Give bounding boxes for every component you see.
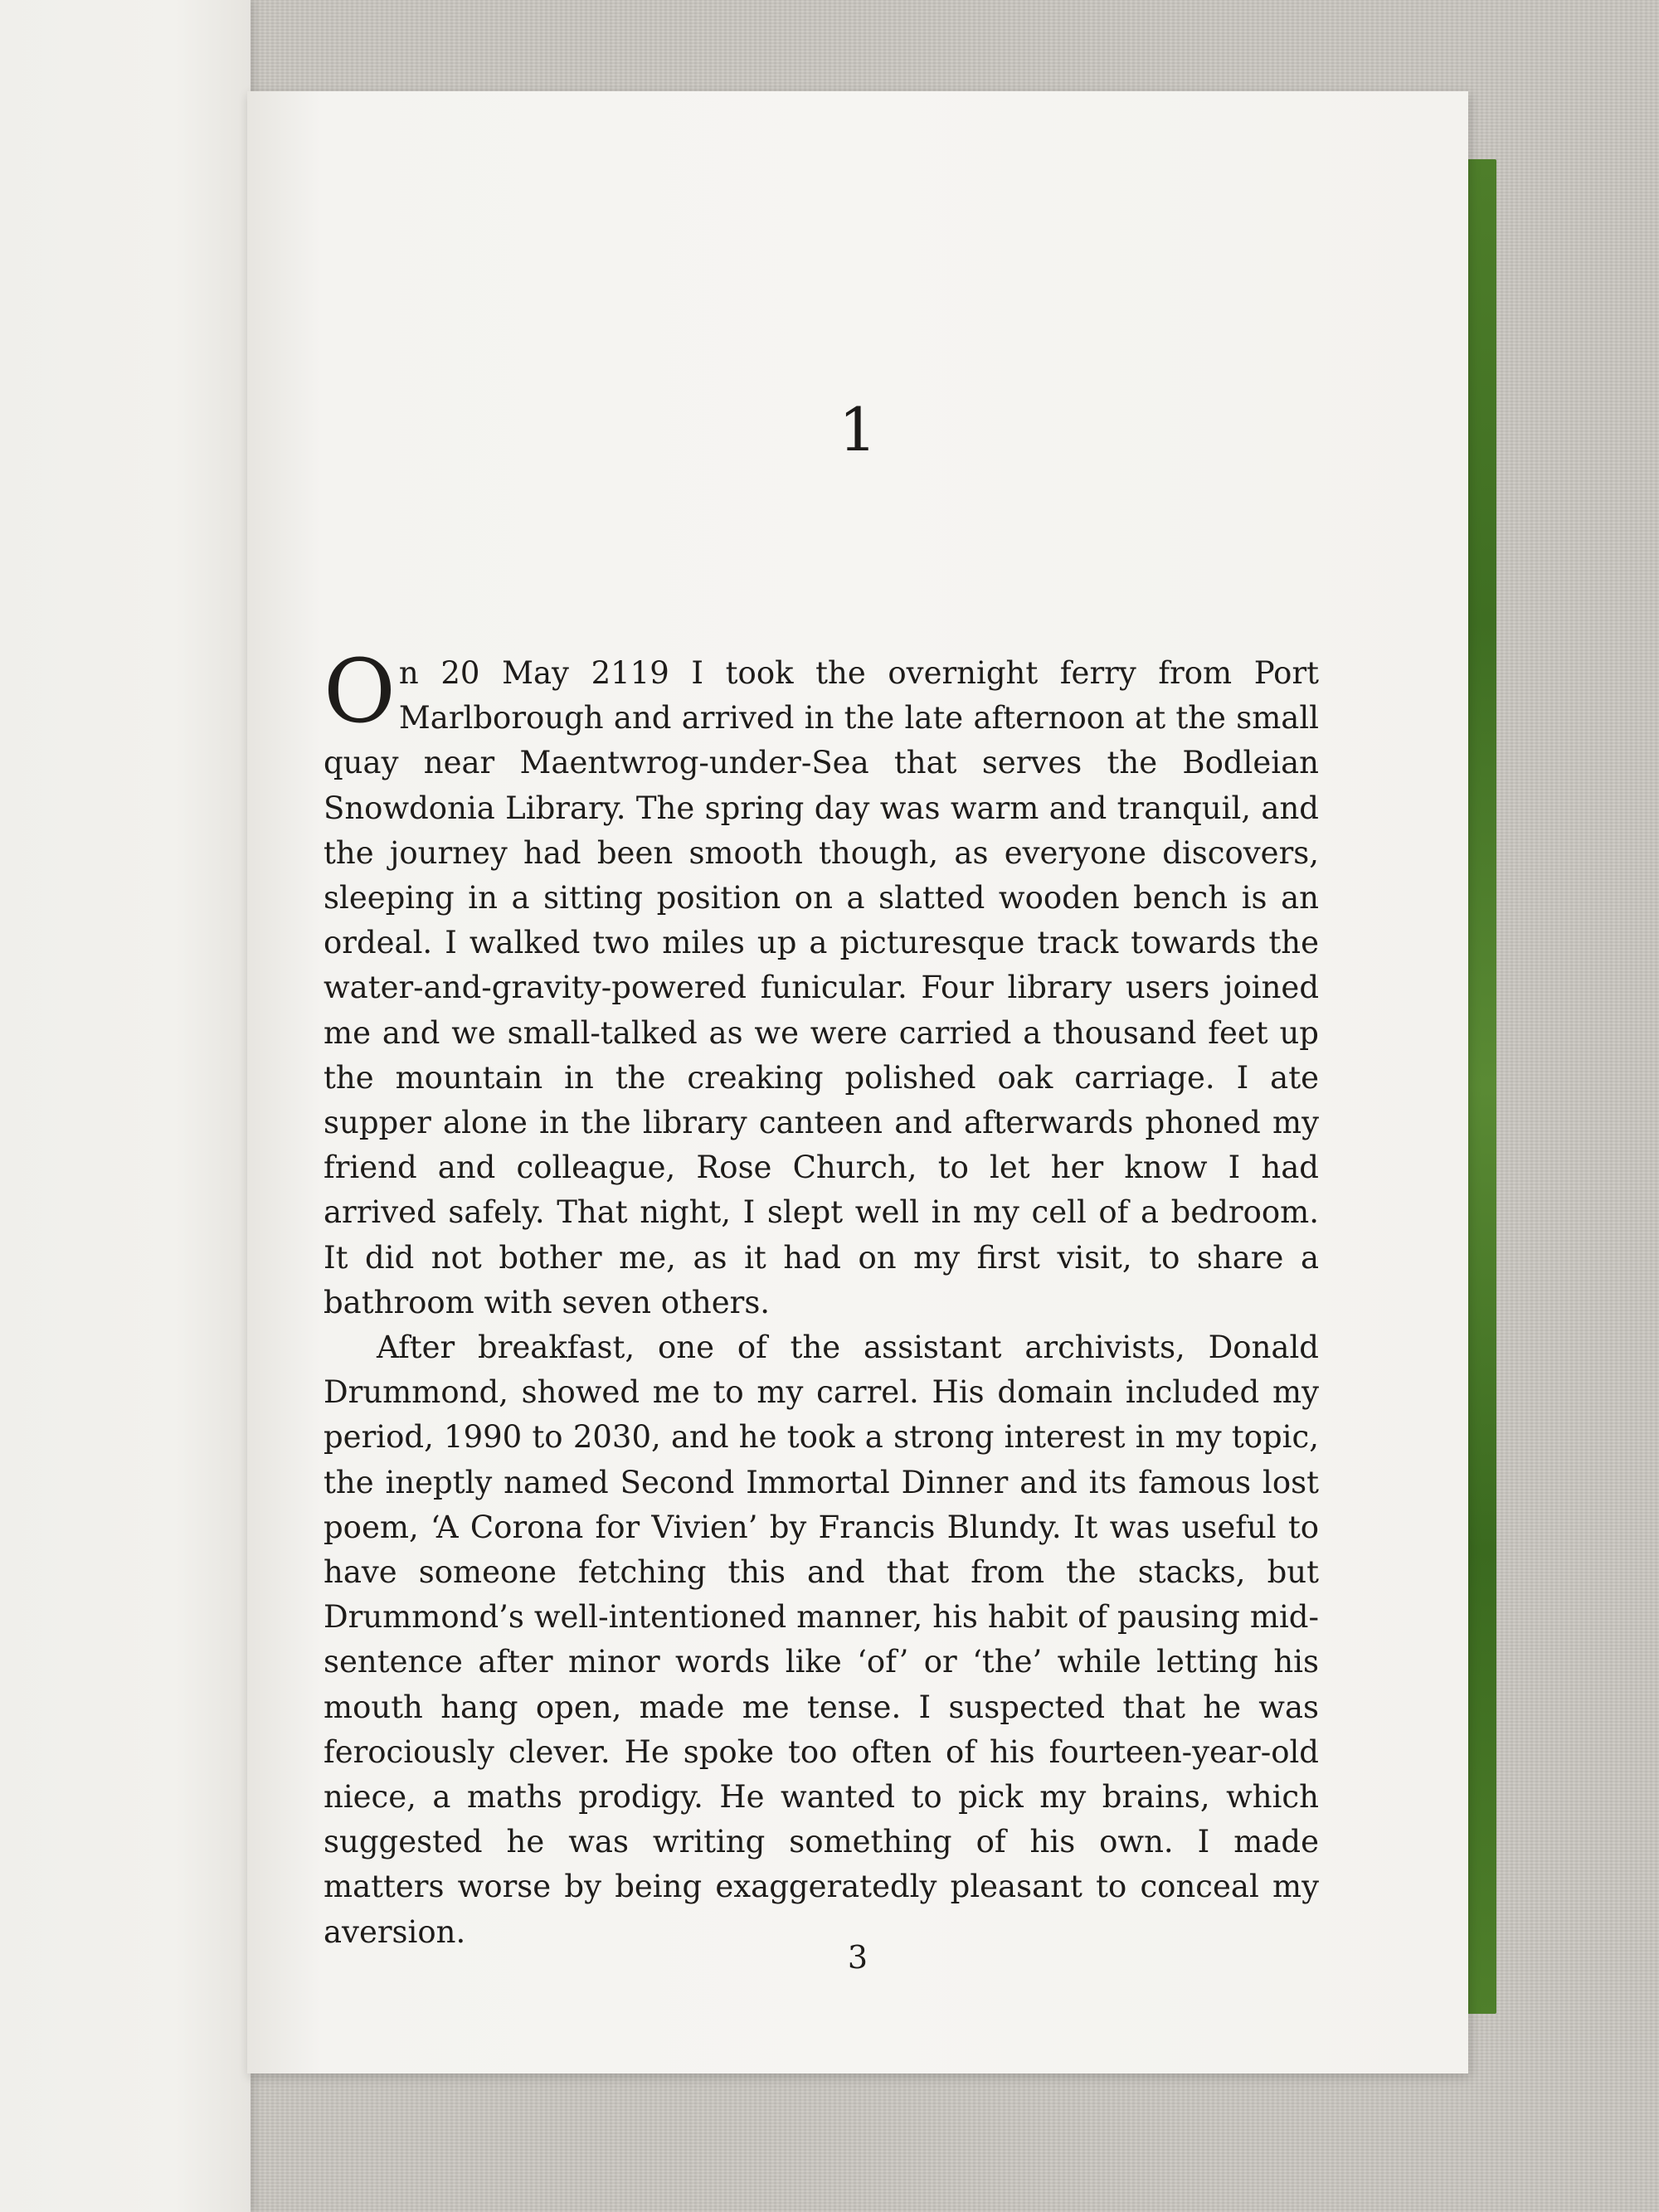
body-text: [324, 640, 1319, 1955]
left-page: [0, 0, 251, 2212]
paragraph: [324, 640, 1319, 1325]
paragraph: [324, 1325, 1319, 1955]
page-number: 3: [847, 1939, 868, 1976]
book-page: [247, 91, 1468, 2073]
chapter-number: 1: [839, 395, 877, 464]
paragraph-2-text: After breakfast, one of the assistant archivists, Donald Drummond, showed me to my carrel. His domain included my period, 1990 to 2030, and he took a strong interest in my topic, the ineptly named Second Immortal Dinner and its famous lost poem, ‘A Corona for Vivien’ by Francis Blundy. It was useful to have someone fetching this and that from the stacks, but Drummond’s well-intentioned manner, his habit of pausing mid-sentence after minor words like ‘of’ or ‘the’ while letting his mouth hang open, made me tense. I suspected that he was ferociously clever. He spoke too often of his fourteen-year-old niece, a maths prodigy. He wanted to pick my brains, which suggested he was writing something of his own. I made matters worse by being exaggeratedly pleasant to conceal my aversion.: [324, 1330, 1319, 1950]
paragraph-1-text: n 20 May 2119 I took the overnight ferry from Port Marlborough and arrived in the late afternoon at the small quay near Maentwrog-under-Sea that serves the Bodleian Snowdonia Library. The spring day was warm and tranquil, and the journey had been smooth though, as everyone discovers, sleeping in a sitting position on a slatted wooden bench is an ordeal. I walked two miles up a picturesque track towards the water-and-gravity-powered funicular. Four library users joined me and we small-talked as we were carried a thousand feet up the mountain in the creaking polished oak carriage. I ate supper alone in the library canteen and afterwards phoned my friend and colleague, Rose Church, to let her know I had arrived safely. That night, I slept well in my cell of a bedroom. It did not bother me, as it had on my first visit, to share a bathroom with seven others.: [324, 655, 1319, 1320]
drop-cap: O: [324, 640, 396, 742]
